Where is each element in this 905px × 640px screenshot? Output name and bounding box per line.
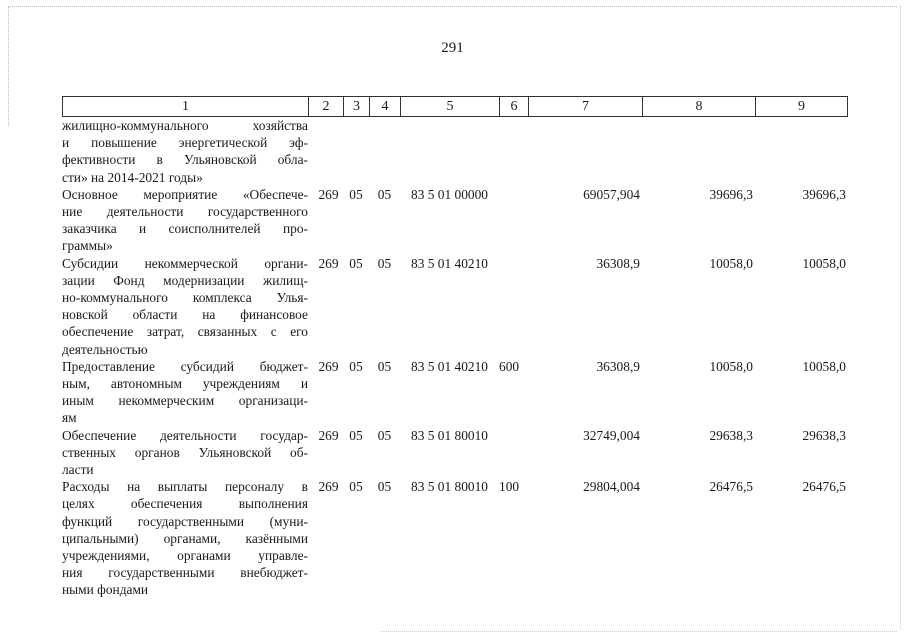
header-col-6: 6 <box>500 97 529 116</box>
amount-col-9: 10058,0 <box>802 255 846 271</box>
subsection-code: 05 <box>377 358 392 374</box>
row-description <box>62 358 308 427</box>
ministry-code: 269 <box>318 255 339 271</box>
table-row <box>62 427 846 479</box>
subsection-code: 05 <box>377 186 392 202</box>
description-line: ным, автономным учреждениям и <box>62 376 308 392</box>
amount-col-7: 36308,9 <box>596 255 640 271</box>
section-code <box>343 117 369 186</box>
scan-edge-top <box>8 6 897 7</box>
header-col-1: 1 <box>63 97 309 116</box>
amount-col-7: 29804,004 <box>583 479 640 495</box>
table-row <box>62 255 846 358</box>
header-col-9: 9 <box>798 99 805 114</box>
description-line: новской области на финансовое <box>62 307 308 323</box>
description-line: деятельностью <box>62 341 148 357</box>
amount-col-8: 10058,0 <box>709 255 753 271</box>
subsection-code: 05 <box>377 255 392 271</box>
amount-col-9: 29638,3 <box>802 427 846 443</box>
table-row <box>62 478 846 598</box>
ministry-code: 269 <box>318 358 339 374</box>
header-col-7: 7 <box>529 97 643 116</box>
description-line: Субсидии некоммерческой органи- <box>62 255 308 271</box>
row-description <box>62 427 308 479</box>
expense-type-code: 100 <box>499 479 520 495</box>
page-number: 291 <box>441 40 464 56</box>
amount-col-9: 26476,5 <box>802 479 846 495</box>
amount-col-8: 39696,3 <box>709 186 753 202</box>
amount-col-9: 10058,0 <box>802 358 846 374</box>
row-description <box>62 117 308 186</box>
amount-col-7: 36308,9 <box>596 358 640 374</box>
description-line: Расходы на выплаты персоналу в <box>62 479 308 495</box>
description-line: фективности в Ульяновской обла- <box>62 152 308 168</box>
description-line: сти» на 2014-2021 годы» <box>62 169 203 185</box>
amount-col-7 <box>528 117 642 186</box>
table-row <box>62 358 846 427</box>
amount-col-8 <box>642 117 755 186</box>
target-article-code: 83 5 01 40210 <box>411 358 488 374</box>
target-article-code <box>400 117 499 186</box>
scan-edge-bottom <box>380 631 897 632</box>
row-description <box>62 478 308 598</box>
description-line: Обеспечение деятельности государ- <box>62 427 308 443</box>
description-line: обеспечение затрат, связанных с его <box>62 324 308 340</box>
ministry-code: 269 <box>318 186 339 202</box>
description-line: учреждениями, органами управле- <box>62 548 308 564</box>
section-code: 05 <box>349 255 363 271</box>
description-line: ния государственными внебюджет- <box>62 565 308 581</box>
description-line: целях обеспечения выполнения <box>62 496 308 512</box>
target-article-code: 83 5 01 80010 <box>411 427 488 443</box>
row-description <box>62 255 308 358</box>
description-line: функций государственными (муни- <box>62 513 308 529</box>
expense-type-code: 600 <box>499 358 520 374</box>
expense-type-code <box>499 255 528 358</box>
expense-type-code <box>499 427 528 479</box>
scan-edge-right <box>900 6 901 630</box>
description-line: зации Фонд модернизации жилищ- <box>62 272 308 288</box>
description-line: жилищно-коммунального хозяйства <box>62 118 308 133</box>
description-line: ственных органов Ульяновской об- <box>62 444 308 460</box>
description-line: и повышение энергетической эф- <box>62 135 308 151</box>
scan-edge-left <box>8 6 9 126</box>
description-line: ям <box>62 410 77 426</box>
header-col-3: 3 <box>344 97 370 116</box>
description-line: ласти <box>62 462 94 478</box>
section-code: 05 <box>349 427 363 443</box>
header-col-8: 8 <box>643 97 756 116</box>
ministry-code <box>308 117 343 186</box>
amount-col-8: 10058,0 <box>709 358 753 374</box>
table-header-row <box>62 96 848 117</box>
header-col-2: 2 <box>309 97 344 116</box>
description-line: заказчика и соисполнителей про- <box>62 221 308 237</box>
description-line: ными фондами <box>62 582 149 598</box>
header-col-5: 5 <box>401 97 500 116</box>
amount-col-7: 32749,004 <box>583 427 640 443</box>
section-code: 05 <box>349 186 363 202</box>
section-code: 05 <box>349 358 363 374</box>
subsection-code <box>369 117 400 186</box>
description-line: Основное мероприятие «Обеспече- <box>62 186 308 202</box>
subsection-code: 05 <box>377 479 392 495</box>
description-line: граммы» <box>62 238 113 254</box>
amount-col-9 <box>755 117 846 186</box>
row-description <box>62 186 308 255</box>
table-body <box>62 117 846 599</box>
description-line: Предоставление субсидий бюджет- <box>62 358 308 374</box>
header-col-4: 4 <box>370 97 401 116</box>
table-row <box>62 117 846 186</box>
target-article-code: 83 5 01 40210 <box>411 255 488 271</box>
description-line: иным некоммерческим организаци- <box>62 393 308 409</box>
target-article-code: 83 5 01 80010 <box>411 479 488 495</box>
amount-col-8: 26476,5 <box>709 479 753 495</box>
expense-type-code <box>499 117 528 186</box>
description-line: ципальными) органами, казёнными <box>62 530 308 546</box>
target-article-code: 83 5 01 00000 <box>411 186 488 202</box>
description-line: ние деятельности государственного <box>62 204 308 220</box>
ministry-code: 269 <box>318 427 339 443</box>
section-code: 05 <box>349 479 363 495</box>
subsection-code: 05 <box>377 427 392 443</box>
expense-type-code <box>499 186 528 255</box>
amount-col-7: 69057,904 <box>583 186 640 202</box>
amount-col-9: 39696,3 <box>802 186 846 202</box>
ministry-code: 269 <box>318 479 339 495</box>
description-line: но-коммунального комплекса Улья- <box>62 290 308 306</box>
amount-col-8: 29638,3 <box>709 427 753 443</box>
table-row <box>62 186 846 255</box>
